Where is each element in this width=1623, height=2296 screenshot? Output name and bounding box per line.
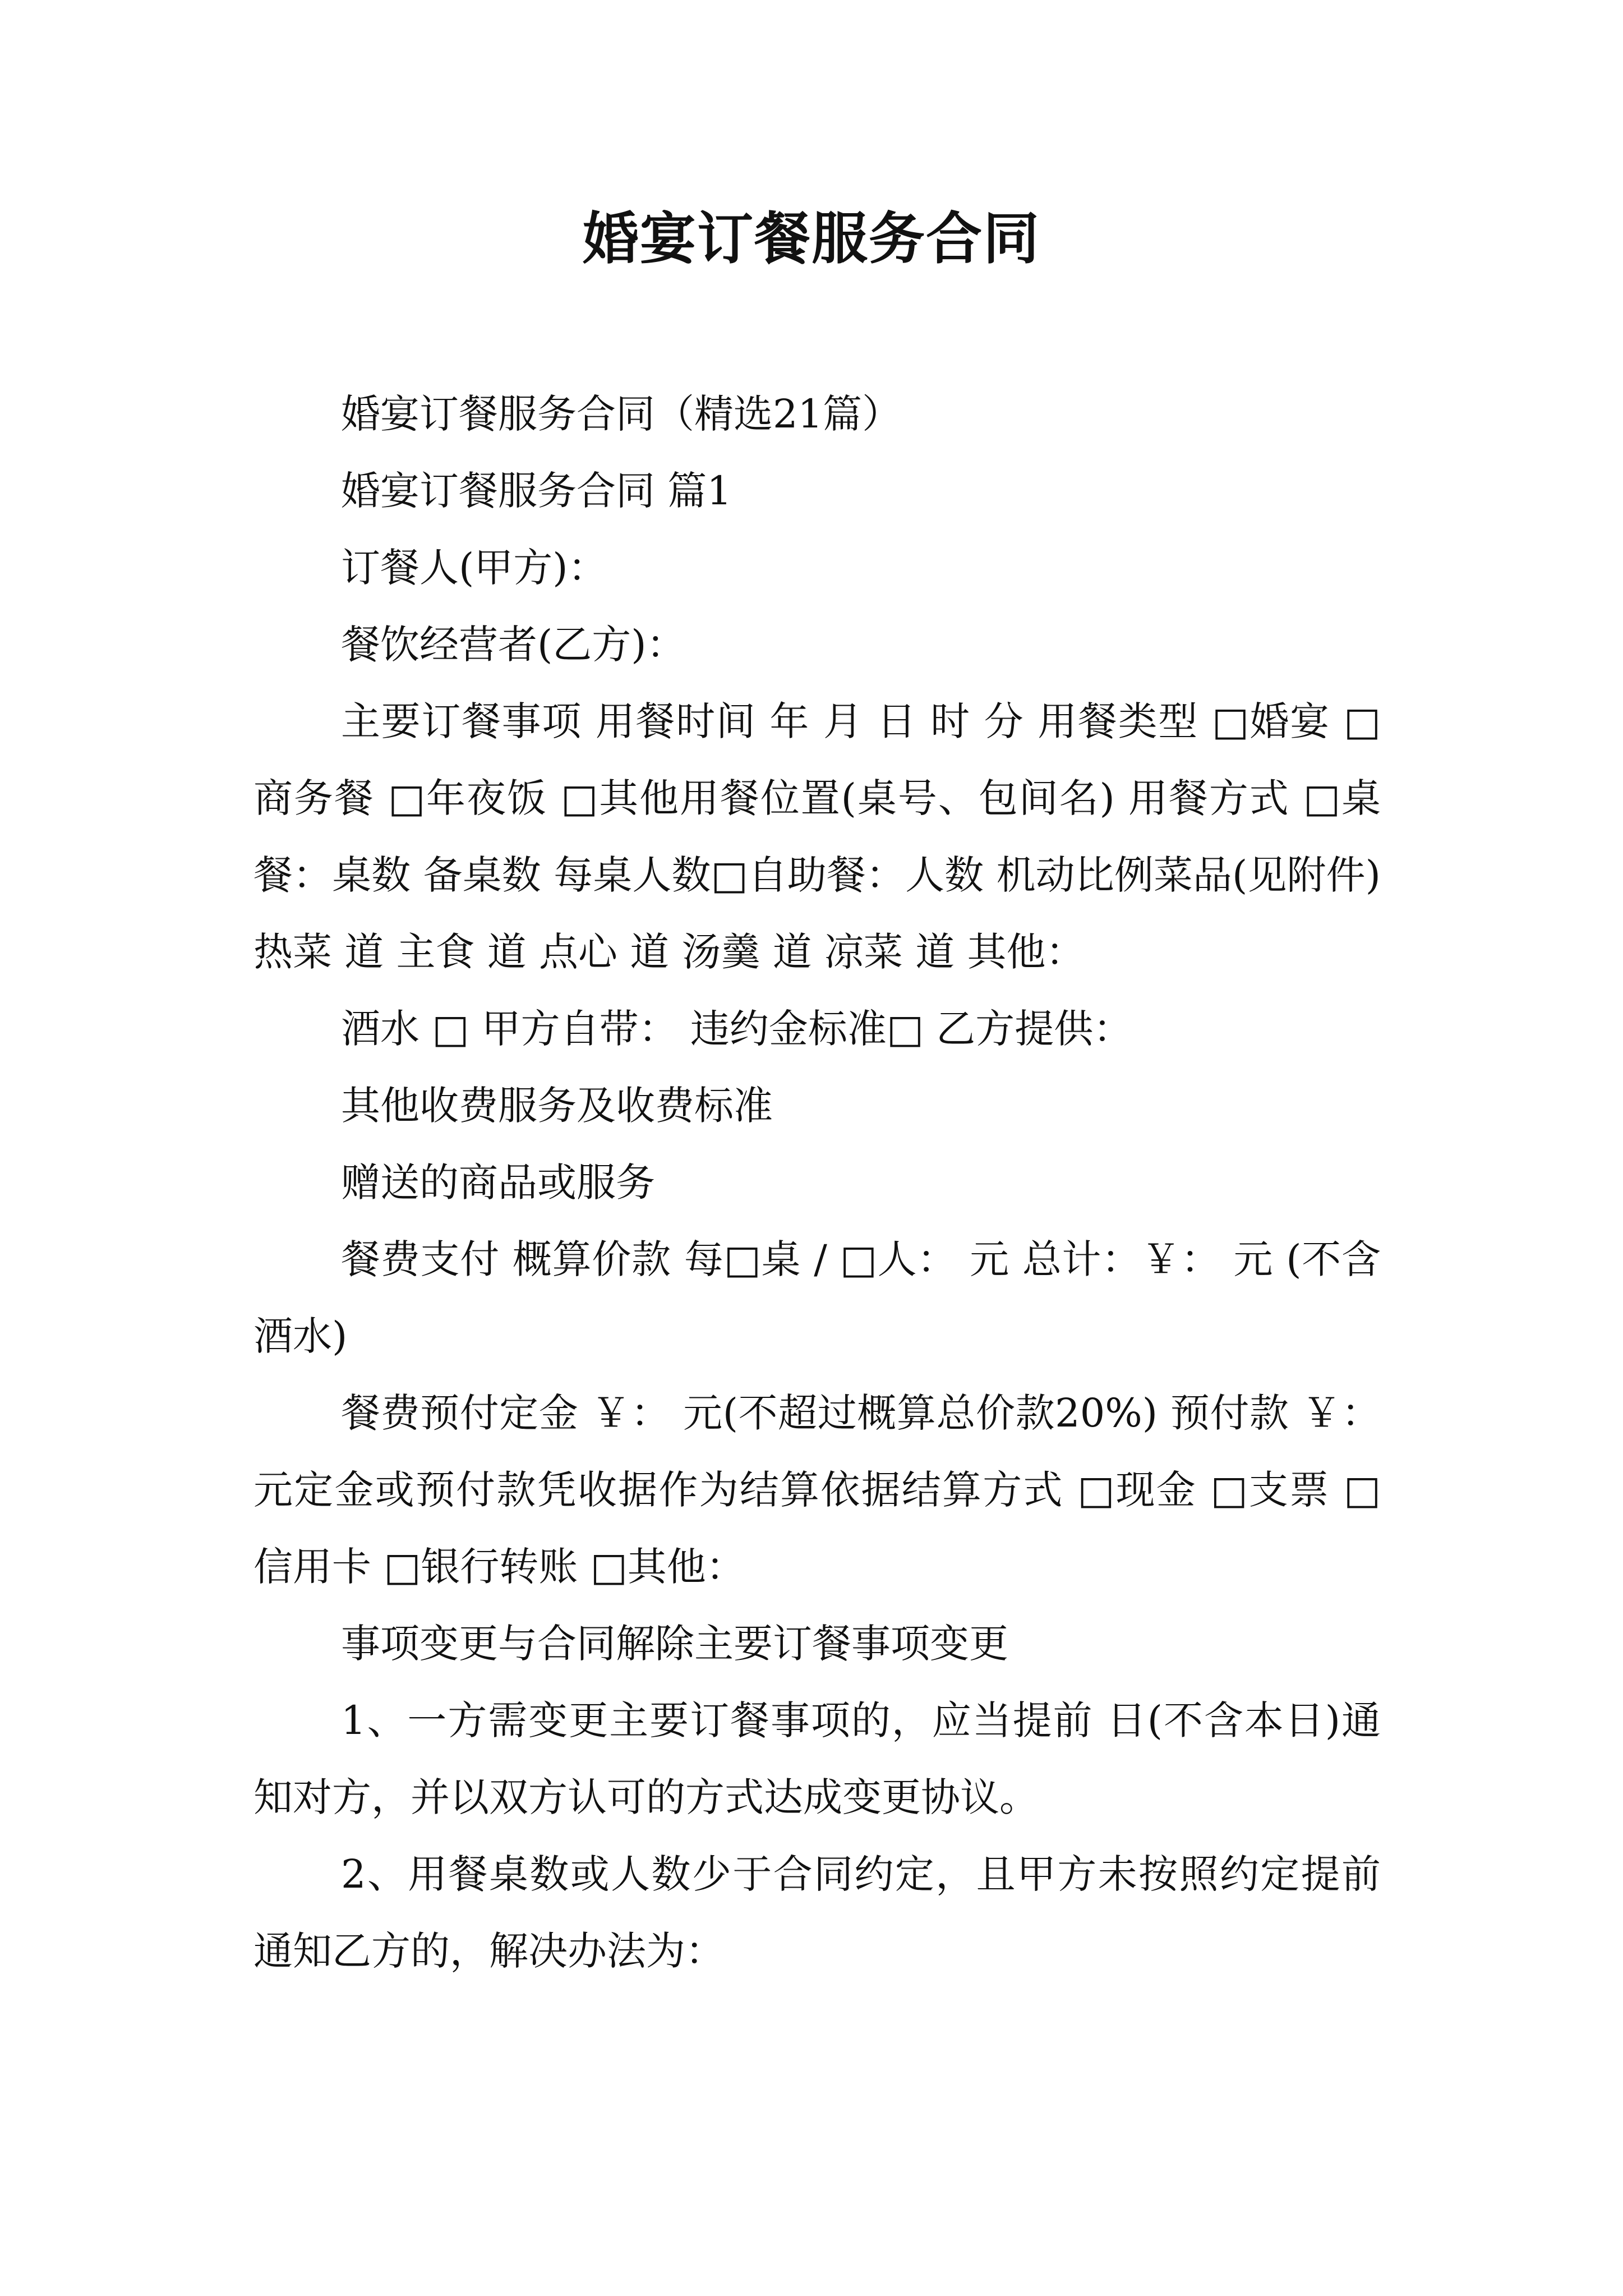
document-title: 婚宴订餐服务合同 — [583, 205, 1040, 272]
paragraph-deposit: 餐费预付定金 ￥： 元(不超过概算总价款20%) 预付款 ￥： 元定金或预付款凭收据作为结算依据结算方式 □现金 □支票 □信用卡 □银行转账 □其他： — [253, 1390, 1381, 1590]
paragraph-change-clause-2: 2、用餐桌数或人数少于合同约定，且甲方未按照约定提前通知乙方的，解决办法为： — [253, 1851, 1381, 1974]
paragraph-gifts: 赠送的商品或服务 — [341, 1159, 655, 1205]
document-body — [253, 376, 1381, 1990]
paragraph-main-items: 主要订餐事项 用餐时间 年 月 日 时 分 用餐类型 □婚宴 □商务餐 □年夜饭 □其他用餐位置(桌号、包间名) 用餐方式 □桌餐：桌数 备桌数 每桌人数□自助餐：人数 机动比例菜品(见附件) 热菜 道 主食 道 点心 道 汤羹 道 凉菜 道 其他： — [253, 698, 1381, 975]
paragraph-chapter-title: 婚宴订餐服务合同 篇1 — [341, 468, 732, 514]
paragraph-collection-title: 婚宴订餐服务合同（精选21篇） — [341, 391, 902, 437]
paragraph-party-b: 餐饮经营者(乙方)： — [341, 622, 686, 668]
paragraph-payment: 餐费支付 概算价款 每□桌 / □人： 元 总计：￥： 元 (不含酒水) — [253, 1236, 1381, 1359]
paragraph-drinks: 酒水 □ 甲方自带： 违约金标准□ 乙方提供： — [341, 1006, 1133, 1052]
paragraph-party-a: 订餐人(甲方)： — [341, 545, 607, 591]
paragraph-other-charges: 其他收费服务及收费标准 — [341, 1083, 773, 1129]
paragraph-change-clause-1: 1、一方需变更主要订餐事项的，应当提前 日(不含本日)通知对方，并以双方认可的方式达成变更协议。 — [253, 1697, 1381, 1820]
paragraph-changes-heading: 事项变更与合同解除主要订餐事项变更 — [341, 1621, 1008, 1667]
